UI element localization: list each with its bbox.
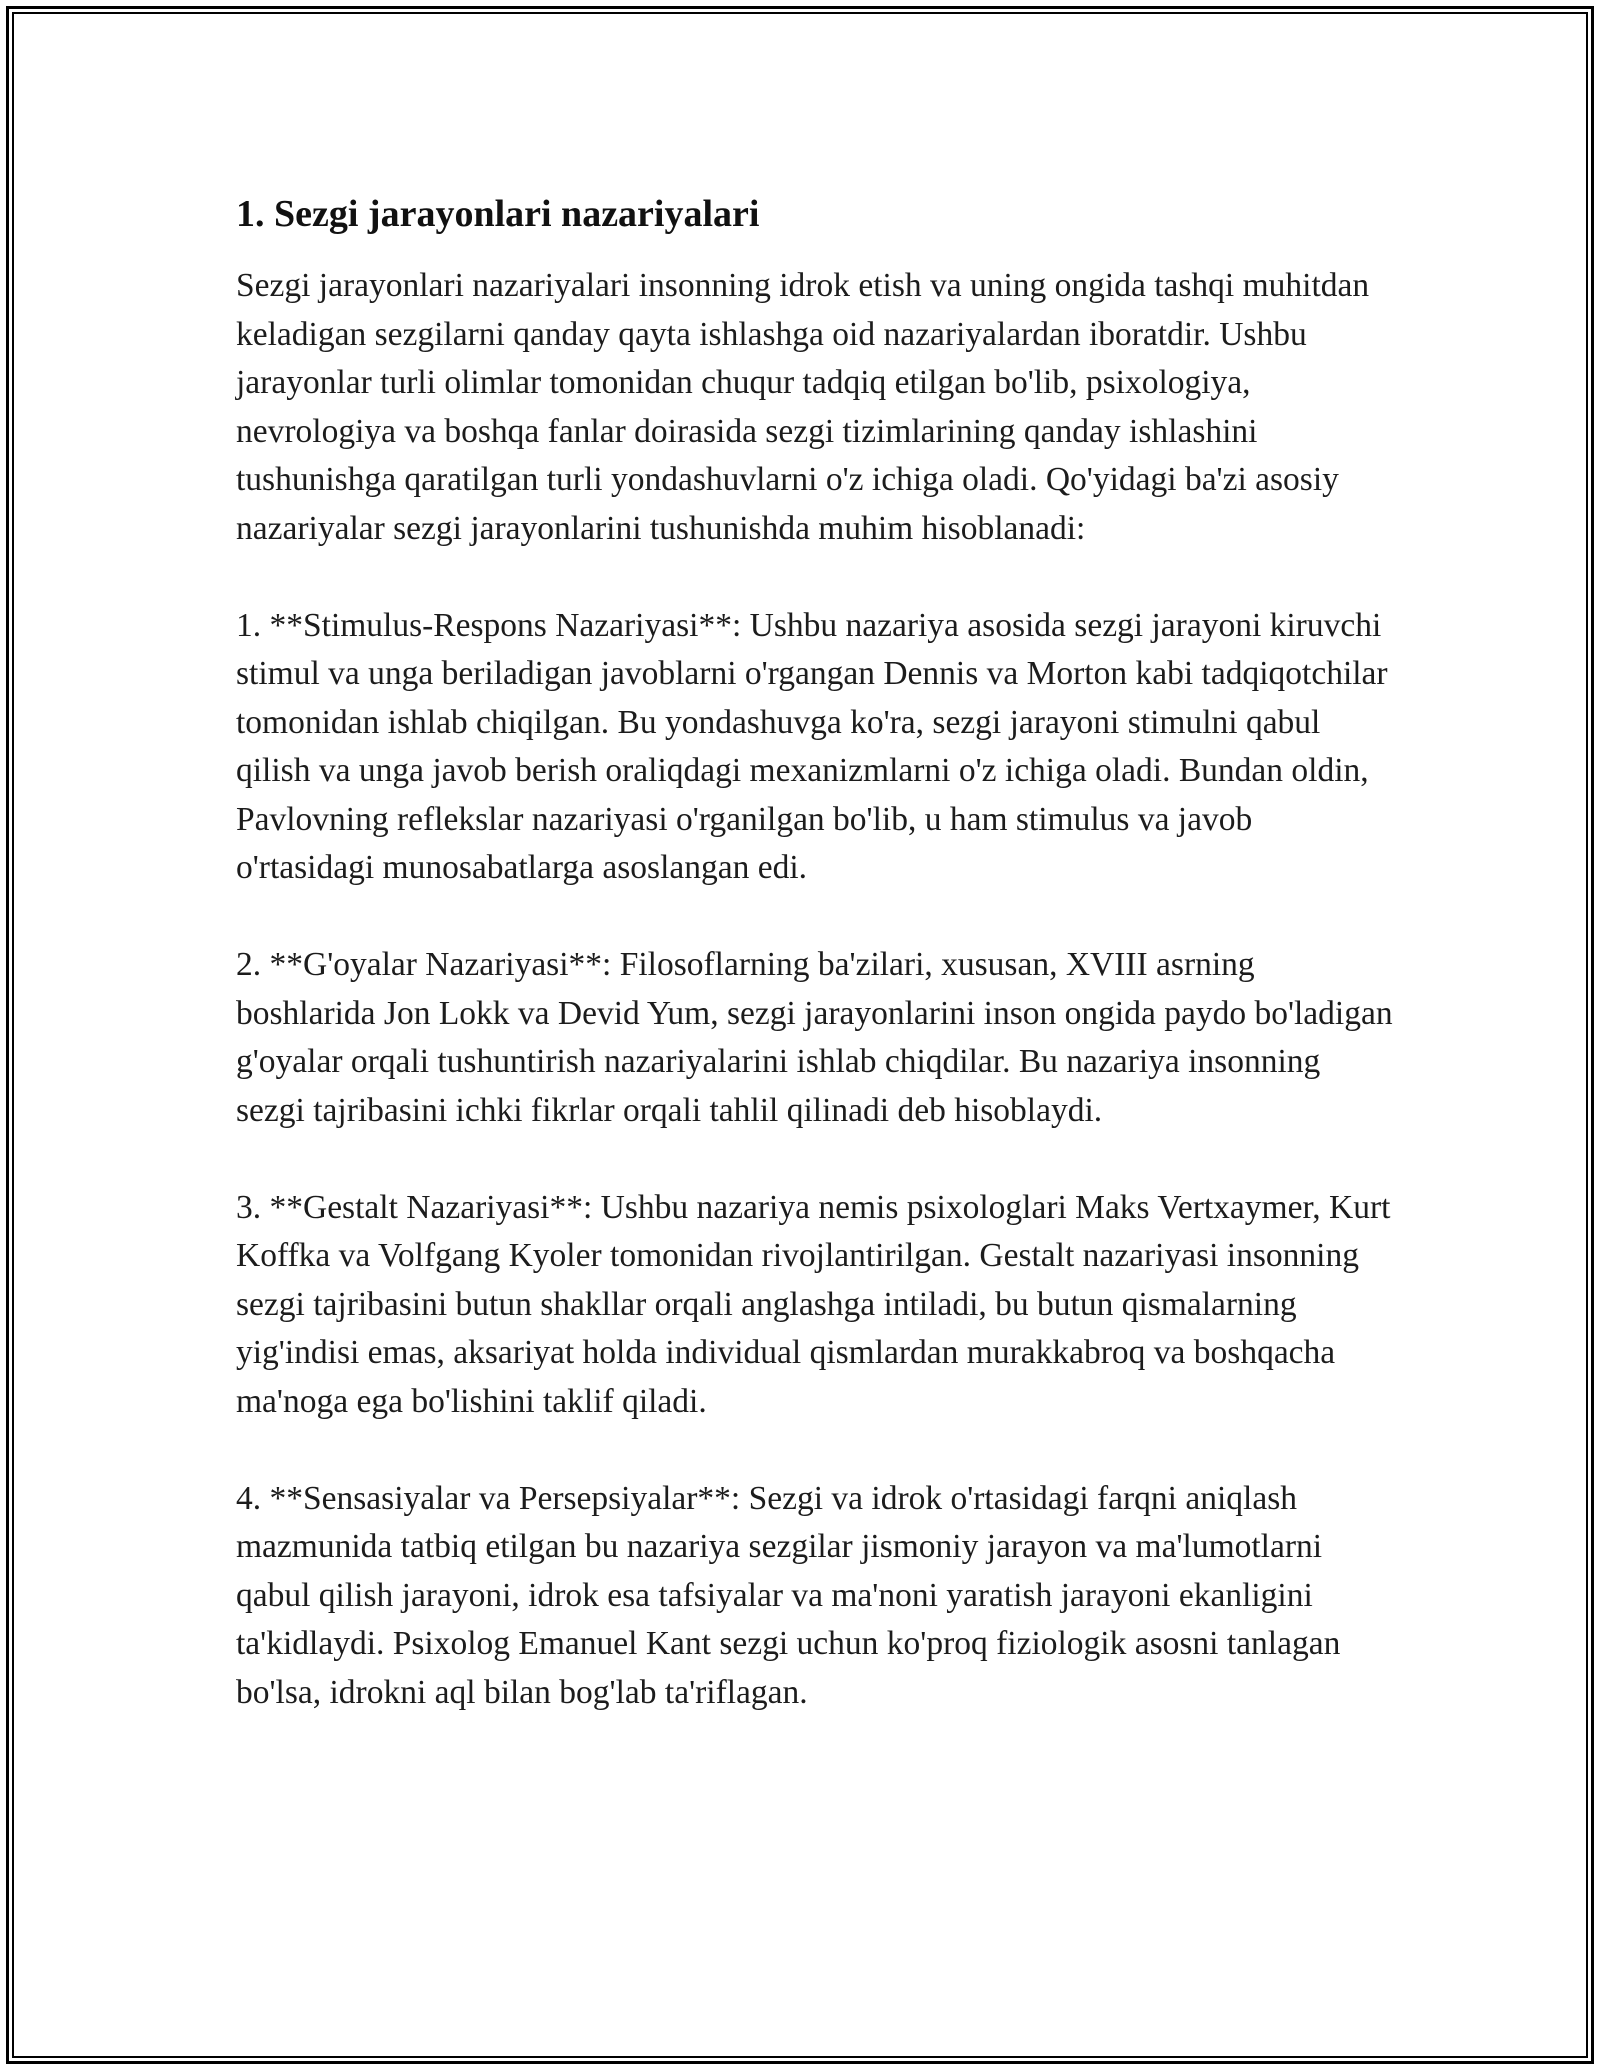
document-body [236,190,1396,1766]
intro-paragraph: Sezgi jarayonlari nazariyalari insonning idrok etish va uning ongida tashqi muhitdan keladigan sezgilarni qanday qayta ishlashga oid nazariyalardan iboratdir. Ushbu jarayonlar turli olimlar tomonidan chuqur tadqiq etilgan bo'lib, psixologiya, nevrologiya va boshqa fanlar doirasida sezgi tizimlarining qanday ishlashini tushunishga qaratilgan turli yondashuvlarni o'z ichiga oladi. Qo'yidagi ba'zi asosiy nazariyalar sezgi jarayonlarini tushunishda muhim hisoblanadi: [236,267,1370,547]
theory-item-stimulus-response: 1. **Stimulus-Respons Nazariyasi**: Ushbu nazariya asosida sezgi jarayoni kiruvchi stimul va unga beriladigan javoblarni o'rgangan Dennis va Morton kabi tadqiqotchilar tomonidan ishlab chiqilgan. Bu yondashuvga ko'ra, sezgi jarayoni stimulni qabul qilish va unga javob berish oraliqdagi mexanizmlarni o'z ichiga oladi. Bundan oldin, Pavlovning reflekslar nazariyasi o'rganilgan bo'lib, u ham stimulus va javob o'rtasidagi munosabatlarga asoslangan edi. [236,606,1388,886]
theory-item-sensations-perceptions: 4. **Sensasiyalar va Persepsiyalar**: Sezgi va idrok o'rtasidagi farqni aniqlash mazmunida tatbiq etilgan bu nazariya sezgilar jismoniy jarayon va ma'lumotlarni qabul qilish jarayoni, idrok esa tafsiyalar va ma'noni yaratish jarayoni ekanligini ta'kidlaydi. Psixolog Emanuel Kant sezgi uchun ko'proq fiziologik asosni tanlagan bo'lsa, idrokni aql bilan bog'lab ta'riflagan. [236,1479,1341,1711]
section-heading: 1. Sezgi jarayonlari nazariyalari [236,193,760,235]
theory-item-ideas: 2. **G'oyalar Nazariyasi**: Filosoflarning ba'zilari, xususan, XVIII asrning boshlarida Jon Lokk va Devid Yum, sezgi jarayonlarini inson ongida paydo bo'ladigan g'oyalar orqali tushuntirish nazariyalarini ishlab chiqdilar. Bu nazariya insonning sezgi tajribasini ichki fikrlar orqali tahlil qilinadi deb hisoblaydi. [236,946,1393,1129]
theory-item-gestalt: 3. **Gestalt Nazariyasi**: Ushbu nazariya nemis psixologlari Maks Vertxaymer, Kurt Koffka va Volfgang Kyoler tomonidan rivojlantirilgan. Gestalt nazariyasi insonning sezgi tajribasini butun shakllar orqali anglashga intiladi, bu butun qismalarning yig'indisi emas, aksariyat holda individual qismlardan murakkabroq va boshqacha ma'noga ega bo'lishini taklif qiladi. [236,1188,1391,1420]
